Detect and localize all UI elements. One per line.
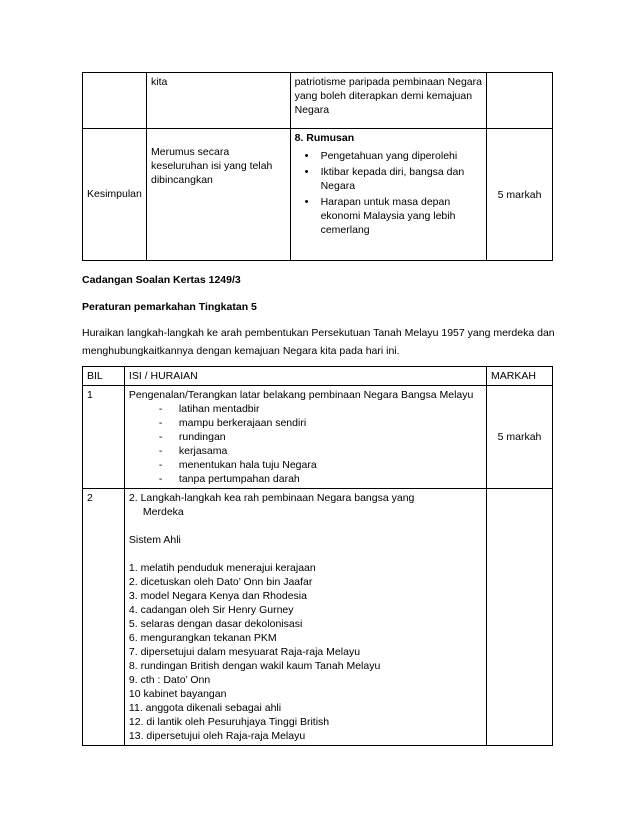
list-item: - latihan mentadbir xyxy=(159,402,482,416)
list-item: 5. selaras dengan dasar dekolonisasi xyxy=(128,618,303,630)
marks-cell: 5 markah xyxy=(487,386,553,489)
list-item: 9. cth : Dato’ Onn xyxy=(128,674,211,686)
question-text: Huraikan langkah-langkah ke arah pembentukan Persekutuan Tanah Melayu 1957 yang merdeka dan menghubungkaitkannya dengan kemajuan Negara kita pada hari ini. xyxy=(82,327,555,357)
list-item: 11. anggota dikenali sebagai ahli xyxy=(128,702,282,714)
table-row xyxy=(83,73,553,129)
table-cell: Kesimpulan xyxy=(83,129,147,261)
list-item: 12. di lantik oleh Pesuruhjaya Tinggi British xyxy=(128,716,330,728)
marks-cell xyxy=(487,489,553,746)
list-item: 6. mengurangkan tekanan PKM xyxy=(128,632,277,644)
section-title: Cadangan Soalan Kertas 1249/3 xyxy=(82,274,241,286)
table-cell xyxy=(124,489,486,746)
dash-list xyxy=(129,402,482,486)
list-item: 3. model Negara Kenya dan Rhodesia xyxy=(128,590,307,602)
list-item: 1. melatih penduduk menerajui kerajaan xyxy=(128,562,316,574)
header-bil: BIL xyxy=(83,367,125,386)
list-item: - tanpa pertumpahan darah xyxy=(159,472,482,486)
cell-heading: 8. Rumusan xyxy=(294,132,355,144)
table-row xyxy=(83,386,553,489)
list-item: - menentukan hala tuju Negara xyxy=(159,458,482,472)
list-item: - rundingan xyxy=(159,430,482,444)
marking-scheme-table xyxy=(82,366,553,746)
row-title-continued: Merdeka xyxy=(142,506,184,518)
row-title: 2. Langkah-langkah kea rah pembinaan Negara bangsa yang xyxy=(128,492,415,504)
table-cell xyxy=(290,129,486,261)
numbered-list xyxy=(129,561,482,743)
row-subheading: Sistem Ahli xyxy=(128,534,181,546)
table-row xyxy=(83,129,553,261)
cell-text: Merumus secara keseluruhan isi yang telah dibincangkan xyxy=(150,146,273,186)
list-item: 10 kabinet bayangan xyxy=(128,688,227,700)
list-item: • Pengetahuan yang diperolehi xyxy=(321,149,482,163)
table-cell: kita xyxy=(146,73,290,129)
list-item: • Iktibar kepada diri, bangsa dan Negara xyxy=(321,165,482,193)
table-header-row xyxy=(83,367,553,386)
list-item: - mampu berkerajaan sendiri xyxy=(159,416,482,430)
table-cell xyxy=(146,129,290,261)
conclusion-table xyxy=(82,72,553,261)
list-item: 2. dicetuskan oleh Dato’ Onn bin Jaafar xyxy=(128,576,313,588)
row-number: 1 xyxy=(83,386,125,489)
list-item: - kerjasama xyxy=(159,444,482,458)
list-item: • Harapan untuk masa depan ekonomi Malaysia yang lebih cemerlang xyxy=(321,195,482,237)
header-isi: ISI / HURAIAN xyxy=(124,367,486,386)
list-item: 13. dipersetujui oleh Raja-raja Melayu xyxy=(128,730,306,742)
header-markah: MARKAH xyxy=(487,367,553,386)
marks-cell: 5 markah xyxy=(487,129,553,261)
row-title: Pengenalan/Terangkan latar belakang pembinaan Negara Bangsa Melayu xyxy=(128,389,474,401)
list-item: 4. cadangan oleh Sir Henry Gurney xyxy=(128,604,294,616)
list-item: 7. dipersetujui dalam mesyuarat Raja-raja Melayu xyxy=(128,646,361,658)
table-row xyxy=(83,489,553,746)
row-number: 2 xyxy=(83,489,125,746)
list-item: 8. rundingan British dengan wakil kaum Tanah Melayu xyxy=(128,660,381,672)
table-cell: patriotisme paripada pembinaan Negara yang boleh diterapkan demi kemajuan Negara xyxy=(290,73,486,129)
bullet-list xyxy=(295,149,482,237)
table-cell xyxy=(124,386,486,489)
section-subtitle: Peraturan pemarkahan Tingkatan 5 xyxy=(82,301,257,313)
